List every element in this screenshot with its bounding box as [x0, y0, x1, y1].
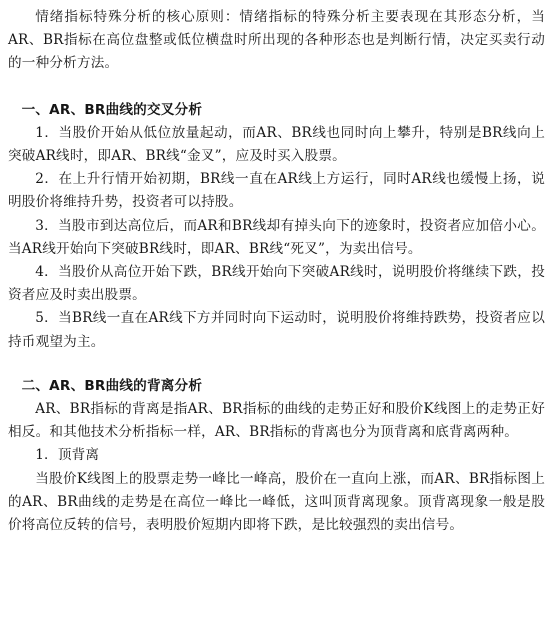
list-item: 3．当股市到达高位后，而AR和BR线却有掉头向下的迹象时，投资者应加倍小心。当AR线开始向下突破BR线时，即AR、BR线“死叉”，为卖出信号。: [8, 217, 545, 257]
section-heading-crossover: 一、AR、BR曲线的交叉分析: [21, 101, 203, 118]
list-item: 5．当BR线一直在AR线下方并同时向下运动时，说明股价将维持跌势，投资者应以持币观望为主。: [8, 310, 545, 350]
subheading-top-divergence: 1．顶背离: [35, 447, 100, 464]
intro-paragraph: 情绪指标特殊分析的核心原则：情绪指标的特殊分析主要表现在其形态分析，当AR、BR指标在高位盘整或低位横盘时所出现的各种形态也是判断行情，决定买卖行动的一种分析方法。: [8, 9, 545, 72]
spacer: [8, 354, 545, 375]
top-divergence-paragraph: 当股价K线图上的股票走势一峰比一峰高，股价在一直向上涨，而AR、BR指标图上的AR、BR曲线的走势是在高位一峰比一峰低，这叫顶背离现象。顶背离现象一般是股价将高位反转的信号，表明股价短期内即将下跌，是比较强烈的卖出信号。: [8, 470, 545, 534]
list-item: 4．当股价从高位开始下跌，BR线开始向下突破AR线时，说明股价将继续下跌，投资者应及时卖出股票。: [8, 264, 545, 304]
list-item: 2．在上升行情开始初期，BR线一直在AR线上方运行，同时AR线也缓慢上扬，说明股价将维持升势，投资者可以持股。: [8, 171, 545, 211]
list-item: 1．当股价开始从低位放量起动，而AR、BR线也同时向上攀升，特别是BR线向上突破AR线时，即AR、BR线“金叉”，应及时买入股票。: [8, 124, 545, 165]
section-heading-divergence: 二、AR、BR曲线的背离分析: [21, 377, 203, 394]
divergence-paragraph: AR、BR指标的背离是指AR、BR指标的曲线的走势正好和股价K线图上的走势正好相反。和其他技术分析指标一样，AR、BR指标的背离也分为顶背离和底背离两种。: [8, 401, 545, 441]
spacer: [8, 76, 545, 99]
